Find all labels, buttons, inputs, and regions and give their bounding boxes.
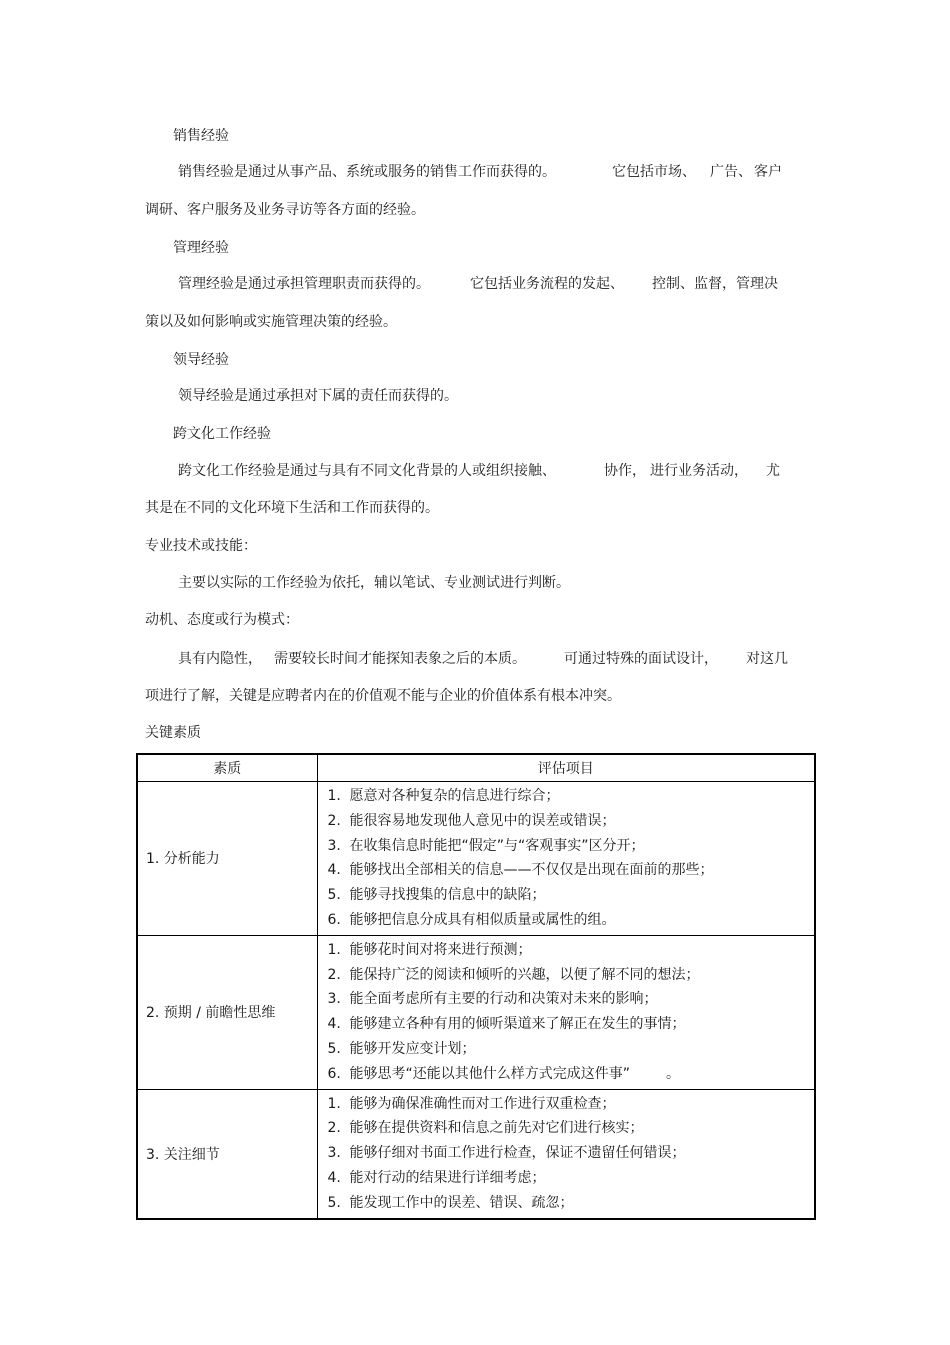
paragraph-management-line1 <box>178 274 778 294</box>
sales-text-4: 客户 <box>754 164 782 180</box>
management-text-1: 管理经验是通过承担管理职责而获得的。 <box>178 276 430 292</box>
list-item: 3. 在收集信息时能把“假定”与“客观事实”区分开； <box>327 837 645 854</box>
table-row <box>137 1089 815 1218</box>
heading-professional-skills: 专业技术或技能： <box>145 538 257 554</box>
key-quality-table <box>136 753 816 1220</box>
header-quality: 素质 <box>137 754 317 782</box>
items-cell <box>317 782 815 936</box>
paragraph-sales-line1 <box>178 162 782 182</box>
paragraph-sales-line2: 调研、客户服务及业务寻访等各方面的经验。 <box>145 202 425 218</box>
cross-culture-text-4: 尤 <box>766 463 780 479</box>
items-cell <box>317 1089 815 1218</box>
list-item: 3. 能全面考虑所有主要的行动和决策对未来的影响； <box>327 991 658 1008</box>
motivation-text-2: 需要较长时间才能探知表象之后的本质。 <box>274 651 526 667</box>
paragraph-motivation-line1 <box>178 649 788 669</box>
list-item: 4. 能对行动的结果进行详细考虑； <box>327 1169 546 1186</box>
heading-sales-experience: 销售经验 <box>173 128 229 144</box>
list-item: 2. 能很容易地发现他人意见中的误差或错误； <box>327 812 616 829</box>
item-tail-period: 。 <box>666 1065 681 1082</box>
heading-cross-culture-experience: 跨文化工作经验 <box>173 426 271 442</box>
list-item: 3. 能够仔细对书面工作进行检查，保证不遗留任何错误； <box>327 1145 686 1162</box>
header-assessment-items: 评估项目 <box>317 754 815 782</box>
sales-text-2: 它包括市场、 <box>612 164 696 180</box>
list-item: 1. 能够为确保准确性而对工作进行双重检查； <box>327 1095 616 1112</box>
items-cell <box>317 935 815 1089</box>
list-item: 1. 能够花时间对将来进行预测； <box>327 941 532 958</box>
list-item: 2. 能够在提供资料和信息之前先对它们进行核实； <box>327 1120 644 1137</box>
list-item: 6. 能够思考“还能以其他什么样方式完成这件事” 。 <box>327 1065 681 1082</box>
table-row <box>137 782 815 936</box>
cross-culture-text-1: 跨文化工作经验是通过与具有不同文化背景的人或组织接触、 <box>178 463 556 479</box>
table-row <box>137 935 815 1089</box>
quality-cell: 3. 关注细节 <box>137 1089 317 1218</box>
heading-leadership-experience: 领导经验 <box>173 352 229 368</box>
motivation-text-4: 对这几 <box>746 651 788 667</box>
paragraph-motivation-line2: 项进行了解，关键是应聘者内在的价值观不能与企业的价值体系有根本冲突。 <box>145 688 621 704</box>
list-item: 1. 愿意对各种复杂的信息进行综合； <box>327 788 560 804</box>
heading-key-quality: 关键素质 <box>145 725 201 741</box>
paragraph-skills-line1: 主要以实际的工作经验为依托，辅以笔试、专业测试进行判断。 <box>178 575 570 591</box>
list-item: 6. 能够把信息分成具有相似质量或属性的组。 <box>327 911 616 928</box>
heading-management-experience: 管理经验 <box>173 240 229 256</box>
quality-cell: 1. 分析能力 <box>137 782 317 936</box>
list-item: 5. 能发现工作中的误差、错误、疏忽； <box>327 1194 574 1211</box>
list-item: 2. 能保持广泛的阅读和倾听的兴趣，以便了解不同的想法； <box>327 966 700 983</box>
paragraph-cross-culture-line1 <box>178 461 780 481</box>
motivation-text-1: 具有内隐性， <box>178 651 262 667</box>
paragraph-cross-culture-line2: 其是在不同的文化环境下生活和工作而获得的。 <box>145 500 439 516</box>
quality-cell: 2. 预期 / 前瞻性思维 <box>137 935 317 1089</box>
cross-culture-text-2: 协作， <box>604 463 646 479</box>
paragraph-leadership-line1: 领导经验是通过承担对下属的责任而获得的。 <box>178 388 458 404</box>
list-item: 5. 能够寻找搜集的信息中的缺陷； <box>327 887 546 904</box>
paragraph-management-line2: 策以及如何影响或实施管理决策的经验。 <box>145 314 397 330</box>
list-item: 4. 能够找出全部相关的信息——不仅仅是出现在面前的那些； <box>327 862 714 879</box>
cross-culture-text-3: 进行业务活动， <box>650 463 748 479</box>
list-item: 5. 能够开发应变计划； <box>327 1040 476 1057</box>
sales-text-3: 广告、 <box>710 164 752 180</box>
table-header-row <box>137 754 815 782</box>
heading-motivation-attitude: 动机、态度或行为模式： <box>145 612 299 628</box>
motivation-text-3: 可通过特殊的面试设计， <box>564 651 718 667</box>
management-text-3: 控制、监督，管理决 <box>652 276 778 292</box>
sales-text-1: 销售经验是通过从事产品、系统或服务的销售工作而获得的。 <box>178 164 556 180</box>
management-text-2: 它包括业务流程的发起、 <box>470 276 624 292</box>
list-item: 4. 能够建立各种有用的倾听渠道来了解正在发生的事情； <box>327 1016 686 1033</box>
